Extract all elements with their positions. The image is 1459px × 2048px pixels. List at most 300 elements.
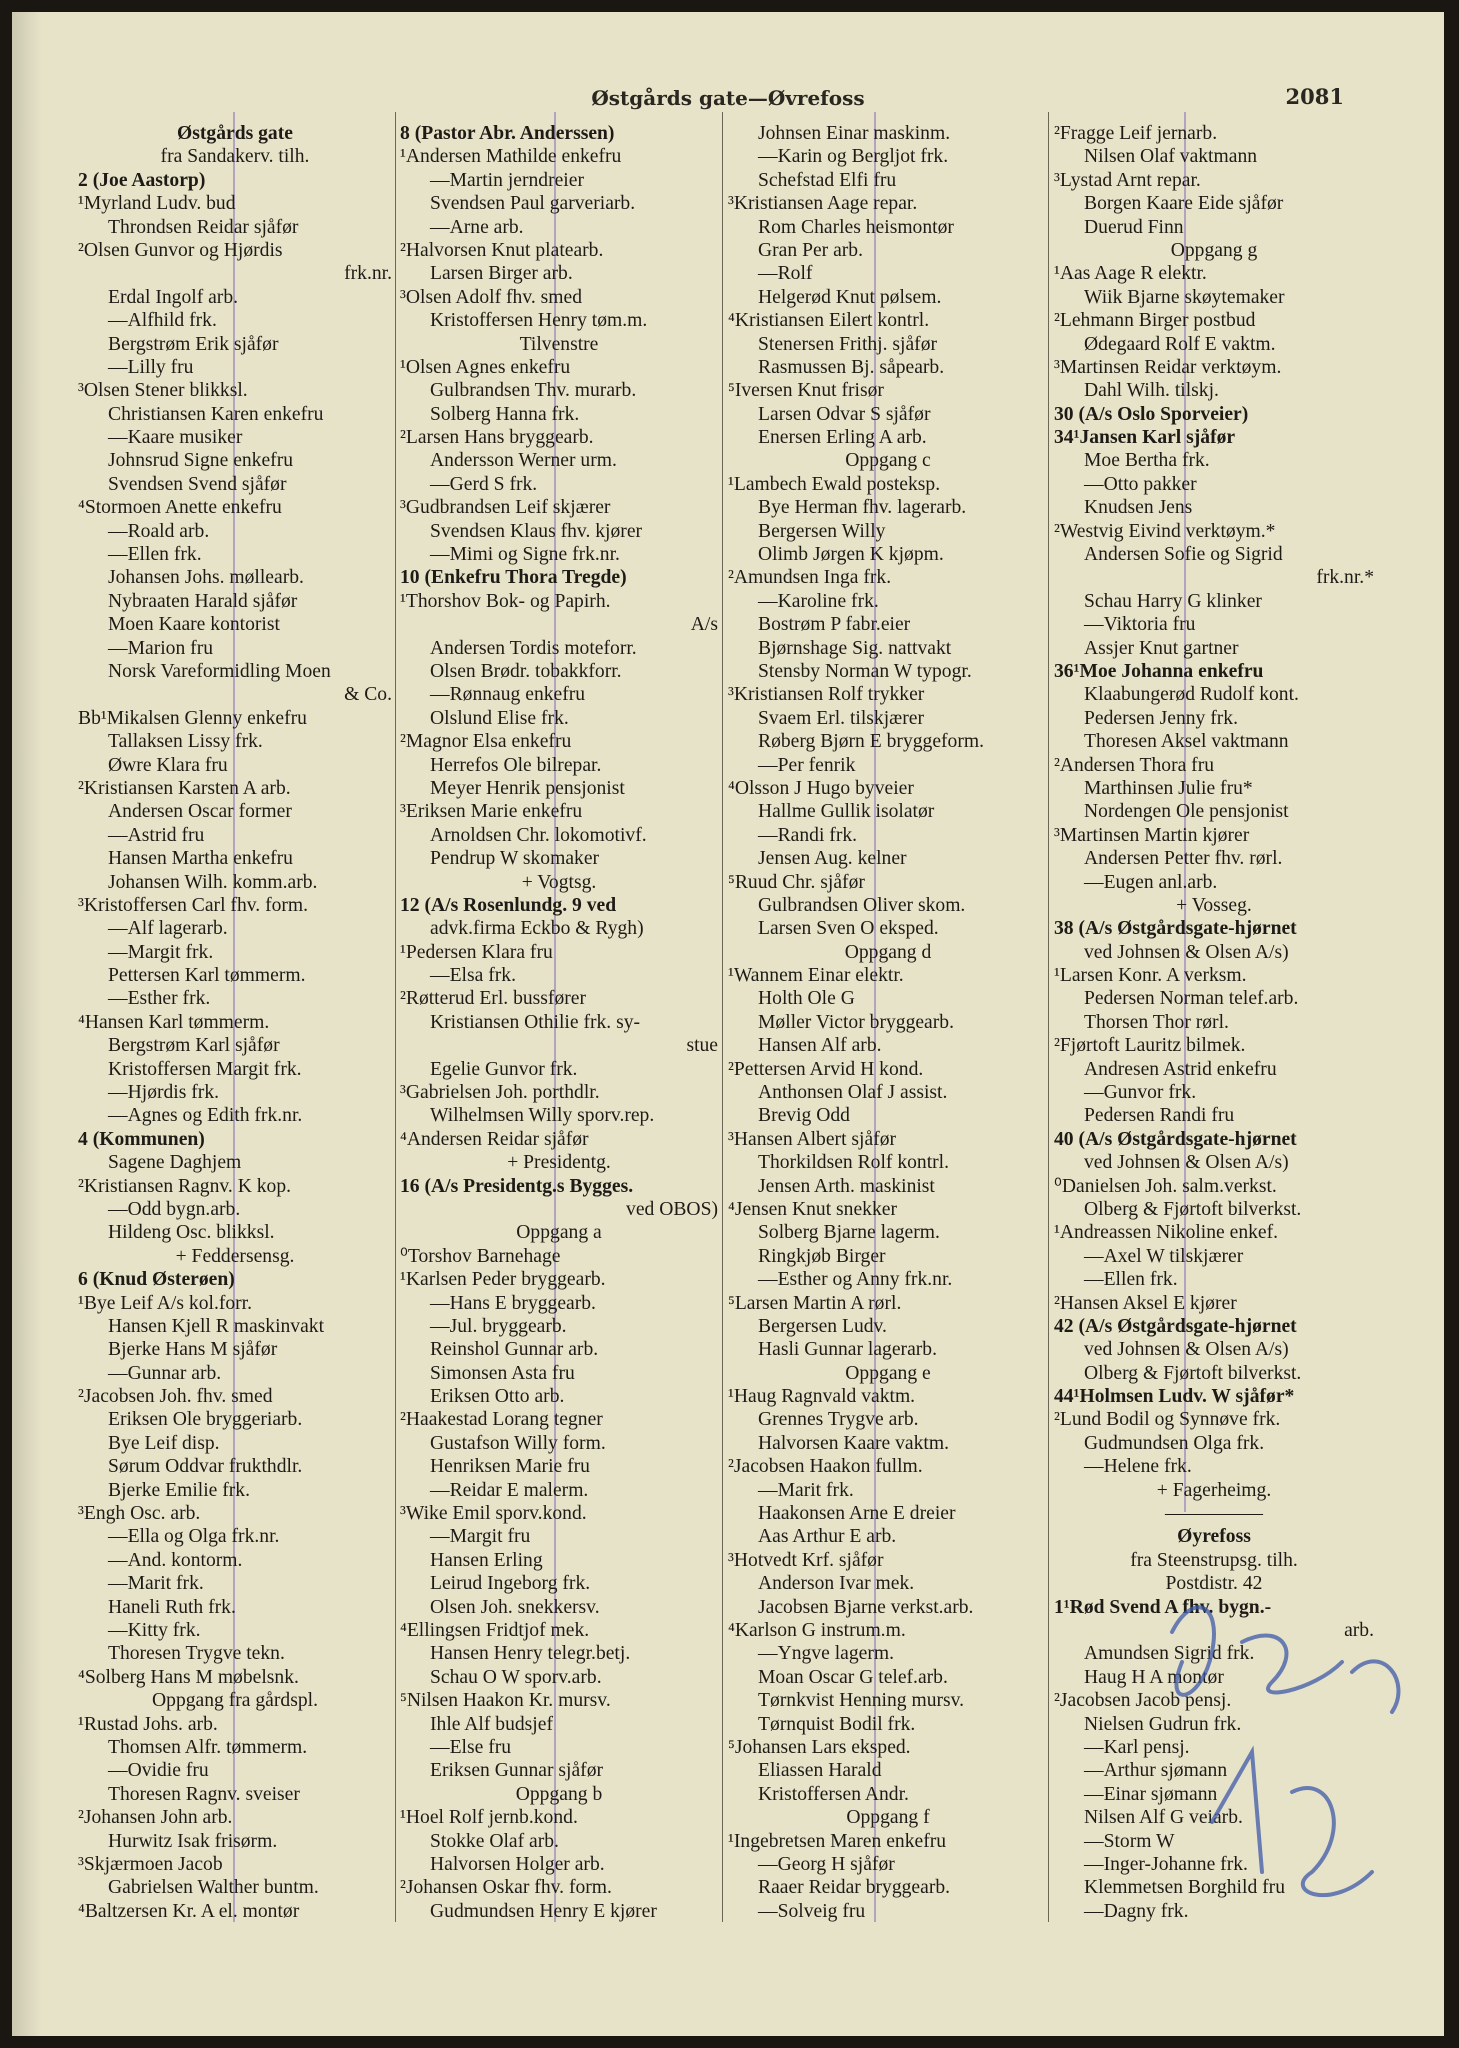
directory-line: Thorsen Thor rørl. [1084,1011,1229,1033]
directory-line: Hansen Alf arb. [758,1035,882,1057]
directory-line: ⁴Kristiansen Eilert kontrl. [728,310,930,332]
directory-line: ¹Myrland Ludv. bud [78,193,236,215]
directory-line: Nilsen Olaf vaktmann [1084,146,1258,168]
directory-line: Gabrielsen Walther buntm. [108,1877,319,1899]
directory-line: Hildeng Osc. blikksl. [108,1222,275,1244]
directory-line: —Martin jerndreier [430,169,584,191]
directory-line: —Esther frk. [108,988,211,1010]
directory-line: Borgen Kaare Eide sjåfør [1084,193,1284,215]
directory-line: Moe Bertha frk. [1084,450,1210,472]
directory-line: Throndsen Reidar sjåfør [108,216,299,238]
directory-line: Gustafson Willy form. [430,1432,606,1454]
directory-line: Schau Harry G klinker [1084,590,1262,612]
directory-line: Schefstad Elfi fru [758,169,897,191]
directory-line: ²Lund Bodil og Synnøve frk. [1054,1409,1281,1431]
directory-line: Grennes Trygve arb. [758,1409,919,1431]
directory-line: Jensen Aug. kelner [758,848,907,870]
directory-line: Sørum Oddvar frukthdlr. [108,1456,303,1478]
directory-line: ⁰Torshov Barnehage [400,1245,561,1267]
directory-line: Thorkildsen Rolf kontrl. [758,1152,950,1174]
directory-line: ³Kristiansen Aage repar. [728,193,918,215]
directory-line: —Georg H sjåfør [758,1853,895,1875]
directory-line: ved Johnsen & Olsen A/s) [1084,1339,1289,1361]
directory-line: Østgårds gate [177,123,293,144]
directory-line: Pedersen Randi fru [1084,1105,1235,1127]
directory-line: ³Martinsen Reidar verktøym. [1054,356,1282,378]
directory-line: Oppgang e [845,1362,931,1384]
directory-line: Thoresen Trygve tekn. [108,1643,285,1665]
directory-line: ³Hansen Albert sjåfør [728,1128,897,1150]
directory-line: ¹Lambech Ewald posteksp. [728,473,941,495]
directory-line: Olsen Brødr. tobakkforr. [430,660,622,682]
directory-line: Olberg & Fjørtoft bilverkst. [1084,1198,1302,1220]
directory-line: Bb¹Mikalsen Glenny enkefru [78,707,307,729]
directory-line: Simonsen Asta fru [430,1362,575,1384]
directory-line: —And. kontorm. [108,1549,243,1571]
directory-line: Moan Oscar G telef.arb. [758,1666,948,1688]
directory-line: Bostrøm P fabr.eier [758,614,911,636]
directory-line: 16 (A/s Presidentg.s Bygges. [400,1175,634,1197]
directory-line: + Presidentg. [507,1152,611,1174]
directory-line: Hansen Martha enkefru [108,848,293,870]
directory-line: ved Johnsen & Olsen A/s) [1084,941,1289,963]
directory-line: Olslund Elise frk. [430,707,569,729]
directory-line: ¹Wannem Einar elektr. [728,965,904,987]
directory-line: ²Pettersen Arvid H kond. [728,1058,924,1080]
directory-line: —Ellen frk. [1084,1269,1178,1291]
directory-line: Erdal Ingolf arb. [108,286,239,308]
directory-line: Klaabungerød Rudolf kont. [1084,684,1299,706]
directory-line: ⁵Johansen Lars eksped. [728,1736,911,1758]
directory-line: ²Fjørtoft Lauritz bilmek. [1054,1035,1246,1057]
directory-line: —Einar sjømann [1084,1783,1218,1805]
directory-line: ²Halvorsen Knut platearb. [400,239,604,261]
directory-line: ³Kristoffersen Carl fhv. form. [78,894,309,916]
directory-line: ²Røtterud Erl. bussfører [400,988,586,1010]
directory-line: Olsen Joh. snekkersv. [430,1596,600,1618]
directory-line: ³Gudbrandsen Leif skjærer [400,497,611,519]
directory-line: Oppgang b [515,1783,603,1805]
directory-line: + Fagerheimg. [1156,1479,1272,1501]
directory-line: Haug H A montør [1084,1666,1224,1688]
directory-line: —Karin og Bergljot frk. [758,146,949,168]
directory-line: Wilhelmsen Willy sporv.rep. [430,1105,655,1127]
directory-line: Bye Herman fhv. lagerarb. [758,497,967,519]
directory-line: Tørnkvist Henning mursv. [758,1690,965,1712]
directory-line: Johnsen Einar maskinm. [758,123,951,144]
directory-line: Gulbrandsen Thv. murarb. [430,380,637,402]
directory-line: Kristoffersen Andr. [758,1783,909,1805]
directory-line: ved Johnsen & Olsen A/s) [1084,1152,1289,1174]
directory-line: Dahl Wilh. tilskj. [1084,380,1219,402]
directory-line: Marthinsen Julie fru* [1084,777,1253,799]
directory-line: Kristiansen Othilie frk. sy- [430,1011,641,1033]
directory-line: + Vosseg. [1176,894,1252,916]
directory-line: Oppgang fra gårdspl. [152,1690,318,1712]
directory-line: —Margit fru [430,1526,531,1548]
directory-line: Solberg Bjarne lagerm. [758,1222,940,1244]
directory-line: A/s [690,614,718,636]
directory-line: 4 (Kommunen) [78,1128,205,1150]
directory-line: Arnoldsen Chr. lokomotivf. [430,824,647,846]
directory-line: + Feddersensg. [175,1245,295,1267]
directory-line: Nybraaten Harald sjåfør [108,590,298,612]
directory-line: ³Kristiansen Rolf trykker [728,684,925,706]
directory-line: ¹Rustad Johs. arb. [78,1713,218,1735]
column-divider [395,112,396,1922]
directory-line: ²Jacobsen Joh. fhv. smed [78,1386,273,1408]
directory-line: Pettersen Karl tømmerm. [108,965,306,987]
directory-line: ³Engh Osc. arb. [78,1503,201,1525]
directory-line: Gudmundsen Olga frk. [1084,1432,1265,1454]
directory-line: —Alfhild frk. [108,310,217,332]
directory-line: 36¹Moe Johanna enkefru [1054,660,1264,682]
directory-line: —Agnes og Edith frk.nr. [108,1105,303,1127]
directory-line: Eliassen Harald [758,1760,882,1782]
directory-line: Duerud Finn [1084,216,1184,238]
directory-line: ²Hansen Aksel E kjører [1054,1292,1237,1314]
directory-line: Bergersen Ludv. [758,1315,887,1337]
directory-line: Enersen Erling A arb. [758,427,927,449]
directory-line: Olberg & Fjørtoft bilverkst. [1084,1362,1302,1384]
directory-line: Larsen Sven O eksped. [758,918,939,940]
directory-line: Bergersen Willy [758,520,886,542]
column-2 [400,122,718,1923]
directory-line: —Marit frk. [758,1479,854,1501]
directory-line: Bjerke Emilie frk. [108,1479,251,1501]
directory-line: Reinshol Gunnar arb. [430,1339,599,1361]
directory-line: frk.nr.* [1316,567,1374,589]
directory-line: Gulbrandsen Oliver skom. [758,894,966,916]
directory-line: Oppgang g [1170,239,1258,261]
directory-line: Stensby Norman W typogr. [758,660,972,682]
directory-line: Gran Per arb. [758,239,864,261]
directory-line: Thoresen Ragnv. sveiser [108,1783,300,1805]
directory-line: Thoresen Aksel vaktmann [1084,731,1289,753]
directory-line: ved OBOS) [626,1198,718,1220]
directory-line: Andresen Astrid enkefru [1084,1058,1277,1080]
directory-line: Bye Leif disp. [108,1432,220,1454]
directory-line: Kristoffersen Henry tøm.m. [430,310,648,332]
directory-line: —Randi frk. [758,824,858,846]
directory-line: ⁴Jensen Knut snekker [728,1198,897,1220]
directory-line: Nilsen Alf G veiarb. [1084,1807,1243,1829]
directory-line: Halvorsen Holger arb. [430,1853,605,1875]
directory-line: —Hjørdis frk. [108,1082,220,1104]
directory-line: —Mimi og Signe frk.nr. [430,544,620,566]
directory-line: Raaer Reidar bryggearb. [758,1877,951,1899]
directory-line: Svendsen Paul garveriarb. [430,193,636,215]
directory-line: 34¹Jansen Karl sjåfør [1054,427,1236,449]
directory-line: Nordengen Ole pensjonist [1084,801,1289,823]
directory-line: Haakonsen Arne E dreier [758,1503,956,1525]
directory-line: ²Larsen Hans bryggearb. [400,427,594,449]
directory-line: Eriksen Gunnar sjåfør [430,1760,604,1782]
directory-line: Halvorsen Kaare vaktm. [758,1432,949,1454]
directory-line: —Rolf [758,263,813,285]
directory-line: Amundsen Sigrid frk. [1084,1643,1255,1665]
directory-line: ²Kristiansen Karsten A arb. [78,777,291,799]
directory-line: —Karl pensj. [1084,1736,1190,1758]
directory-line: Knudsen Jens [1084,497,1193,519]
directory-line: Olimb Jørgen K kjøpm. [758,544,944,566]
directory-line: Stenersen Frithj. sjåfør [758,333,938,355]
directory-line: —Marion fru [108,637,214,659]
directory-line: Norsk Vareformidling Moen [108,660,331,682]
directory-line: —Otto pakker [1084,473,1197,495]
directory-line: Pedersen Norman telef.arb. [1084,988,1299,1010]
directory-line: ²Fragge Leif jernarb. [1054,123,1218,144]
directory-line: & Co. [344,684,392,706]
directory-line: ¹Ingebretsen Maren enkefru [728,1830,947,1852]
directory-line: ⁴Karlson G instrum.m. [728,1620,906,1641]
directory-line: Herrefos Ole bilrepar. [430,754,602,776]
directory-line: Tilvenstre [519,333,599,355]
directory-line: ²Jacobsen Haakon fullm. [728,1456,923,1478]
directory-line: Hansen Erling [430,1549,543,1571]
directory-line: 40 (A/s Østgårdsgate-hjørnet [1054,1128,1297,1150]
directory-line: ⁴Stormoen Anette enkefru [78,497,282,519]
directory-line: —Gerd S frk. [430,473,538,495]
directory-line: Oppgang c [845,450,931,472]
directory-line: Hasli Gunnar lagerarb. [758,1339,937,1361]
directory-line: Andersen Petter fhv. rørl. [1084,848,1283,870]
page-header [12,86,1444,116]
directory-line: —Hans E bryggearb. [430,1292,596,1314]
directory-line: 42 (A/s Østgårdsgate-hjørnet [1054,1315,1297,1337]
directory-line: Johansen Wilh. komm.arb. [108,871,318,893]
directory-line: Haneli Ruth frk. [108,1596,236,1618]
column-divider [1048,112,1049,1922]
directory-line: —Eugen anl.arb. [1084,871,1218,893]
directory-line: Nielsen Gudrun frk. [1084,1713,1242,1735]
directory-line: Thomsen Alfr. tømmerm. [108,1736,308,1758]
directory-line: ¹Aas Aage R elektr. [1054,263,1207,285]
directory-line: ¹Hoel Rolf jernb.kond. [400,1807,578,1829]
directory-line: ¹Pedersen Klara fru [400,941,553,963]
directory-line: Andersen Tordis moteforr. [430,637,637,659]
directory-line: —Roald arb. [108,520,210,542]
directory-line: —Lilly fru [108,356,194,378]
directory-line: —Axel W tilskjærer [1084,1245,1244,1267]
directory-line: Christiansen Karen enkefru [108,403,324,425]
directory-line: Hurwitz Isak frisørm. [108,1830,278,1852]
directory-line: —Jul. bryggearb. [430,1315,567,1337]
directory-line: 44¹Holmsen Ludv. W sjåfør* [1054,1386,1295,1408]
directory-line: Bergstrøm Erik sjåfør [108,333,279,355]
directory-line: Røberg Bjørn E bryggeform. [758,731,985,753]
directory-line: ³Hotvedt Krf. sjåfør [728,1549,884,1571]
directory-line: —Solveig fru [758,1900,866,1922]
directory-line: ²Haakestad Lorang tegner [400,1409,603,1431]
directory-line: 2 (Joe Aastorp) [78,169,206,191]
directory-line: Andersen Oscar former [108,801,292,823]
directory-line: ⁴Olsson J Hugo byveier [728,777,914,799]
column-divider [722,112,723,1922]
directory-line: ⁴Andersen Reidar sjåfør [400,1128,589,1150]
directory-line: ¹Thorshov Bok- og Papirh. [400,590,611,612]
directory-line: Brevig Odd [758,1105,850,1127]
directory-line: ³Skjærmoen Jacob [78,1853,223,1875]
directory-line: Larsen Odvar S sjåfør [758,403,931,425]
directory-line: Egelie Gunvor frk. [430,1058,578,1080]
directory-line: ¹Andreassen Nikoline enkef. [1054,1222,1279,1244]
directory-line: ⁵Larsen Martin A rørl. [728,1292,902,1314]
directory-line: ²Andersen Thora fru [1054,754,1215,776]
directory-line: Hallme Gullik isolatør [758,801,935,823]
directory-line: ¹Bye Leif A/s kol.forr. [78,1292,253,1314]
directory-line: ³Wike Emil sporv.kond. [400,1503,587,1525]
directory-line: Svendsen Svend sjåfør [108,473,287,495]
directory-line: —Elsa frk. [430,965,516,987]
directory-line: Øwre Klara fru [108,754,228,776]
directory-line: ⁰Danielsen Joh. salm.verkst. [1054,1175,1277,1197]
directory-line: Johnsrud Signe enkefru [108,450,294,472]
directory-line: Kristoffersen Margit frk. [108,1058,302,1080]
directory-line: —Per fenrik [758,754,856,776]
directory-line: ⁵Iversen Knut frisør [728,380,884,402]
directory-line: 10 (Enkefru Thora Tregde) [400,567,627,589]
directory-line: ¹Larsen Konr. A verksm. [1054,965,1247,987]
directory-line: ²Westvig Eivind verktøym.* [1054,520,1276,542]
directory-line: Rom Charles heismontør [758,216,954,238]
directory-line: Henriksen Marie fru [430,1456,590,1478]
directory-line: ¹Karlsen Peder bryggearb. [400,1269,606,1291]
directory-line: ⁵Ruud Chr. sjåfør [728,871,865,893]
directory-line: —Yngve lagerm. [758,1643,895,1665]
directory-line: Moen Kaare kontorist [108,614,280,636]
directory-line: 12 (A/s Rosenlundg. 9 ved [400,894,617,916]
directory-line: Ødegaard Rolf E vaktm. [1084,333,1276,355]
directory-line: —Esther og Anny frk.nr. [758,1269,953,1291]
directory-line: frk.nr. [344,263,392,285]
directory-line: ³Lystad Arnt repar. [1054,169,1201,191]
directory-line: 38 (A/s Østgårdsgate-hjørnet [1054,918,1297,940]
directory-line: 30 (A/s Oslo Sporveier) [1054,403,1249,425]
directory-line: —Dagny frk. [1084,1900,1189,1922]
directory-line: Andersson Werner urm. [430,450,617,472]
directory-line: ⁵Nilsen Haakon Kr. mursv. [400,1690,611,1712]
directory-line: —Kaare musiker [108,427,243,449]
directory-line: Meyer Henrik pensjonist [430,777,625,799]
directory-line: Bjørnshage Sig. nattvakt [758,637,952,659]
directory-line: ²Johansen Oskar fhv. form. [400,1877,612,1899]
directory-line: Bjerke Hans M sjåfør [108,1339,278,1361]
directory-line: Svaem Erl. tilskjærer [758,707,924,729]
directory-line: ¹Haug Ragnvald vaktm. [728,1386,916,1408]
directory-line: Svendsen Klaus fhv. kjører [430,520,643,542]
column-4 [1054,122,1374,1923]
directory-line: Jacobsen Bjarne verkst.arb. [758,1596,974,1618]
directory-line: ³Olsen Adolf fhv. smed [400,286,583,308]
directory-line: advk.firma Eckbo & Rygh) [430,918,644,940]
directory-line: Schau O W sporv.arb. [430,1666,602,1688]
directory-line: arb. [1344,1620,1374,1641]
directory-line: Oppgang a [516,1222,602,1244]
page-title: Østgårds gate—Øvrefoss [591,86,865,110]
directory-line: fra Steenstrupsg. tilh. [1130,1549,1298,1571]
directory-line: Ihle Alf budsjef [430,1713,553,1735]
directory-line: ²Lehmann Birger postbud [1054,310,1256,332]
directory-line: —Rønnaug enkefru [430,684,586,706]
directory-line: Andersen Sofie og Sigrid [1084,544,1283,566]
directory-line: Ringkjøb Birger [758,1245,886,1267]
directory-line: Hansen Kjell R maskinvakt [108,1315,325,1337]
directory-line: 1¹Rød Svend A fhv. bygn.- [1054,1596,1272,1618]
directory-line: —Ellen frk. [108,544,202,566]
directory-line: Assjer Knut gartner [1084,637,1239,659]
directory-line: —Inger-Johanne frk. [1084,1853,1248,1875]
directory-line: ³Gabrielsen Joh. porthdlr. [400,1082,600,1104]
directory-line: ²Magnor Elsa enkefru [400,731,572,753]
directory-line: Oppgang d [844,941,932,963]
directory-line: —Arthur sjømann [1084,1760,1228,1782]
directory-line: Leirud Ingeborg frk. [430,1573,591,1595]
directory-line: —Ovidie fru [108,1760,209,1782]
directory-line: —Reidar E malerm. [430,1479,589,1501]
directory-line: Gudmundsen Henry E kjører [430,1900,657,1922]
directory-line: ————— [1165,1503,1263,1525]
column-3 [728,122,1048,1923]
directory-line: ²Jacobsen Jacob pensj. [1054,1690,1232,1712]
directory-line: —Karoline frk. [758,590,879,612]
directory-line: Johansen Johs. møllearb. [108,567,304,589]
directory-line: Hansen Henry telegr.betj. [430,1643,631,1665]
directory-line: fra Sandakerv. tilh. [160,146,310,168]
directory-line: Pedersen Jenny frk. [1084,707,1238,729]
directory-line: Helgerød Knut pølsem. [758,286,942,308]
directory-line: ⁴Solberg Hans M møbelsnk. [78,1666,299,1688]
directory-line: ²Olsen Gunvor og Hjørdis [78,239,283,261]
directory-line: ¹Andersen Mathilde enkefru [400,146,622,168]
directory-line: Bergstrøm Karl sjåfør [108,1035,280,1057]
directory-line: Solberg Hanna frk. [430,403,580,425]
directory-line: ²Amundsen Inga frk. [728,567,892,589]
directory-line: ³Martinsen Martin kjører [1054,824,1250,846]
directory-line: —Odd bygn.arb. [108,1198,241,1220]
directory-line: —Gunvor frk. [1084,1082,1197,1104]
directory-line: —Helene frk. [1084,1456,1192,1478]
directory-line: —Ella og Olga frk.nr. [108,1526,280,1548]
directory-line: ³Olsen Stener blikksl. [78,380,248,402]
directory-line: Tallaksen Lissy frk. [108,731,263,753]
directory-line: —Kitty frk. [108,1620,201,1641]
directory-line: ⁴Hansen Karl tømmerm. [78,1011,270,1033]
directory-line: Rasmussen Bj. såpearb. [758,356,945,378]
directory-line: Postdistr. 42 [1165,1573,1263,1595]
directory-line: Jensen Arth. maskinist [758,1175,935,1197]
directory-page [12,12,1444,2036]
directory-line: —Gunnar arb. [108,1362,222,1384]
directory-line: —Storm W [1084,1830,1175,1852]
directory-line: —Marit frk. [108,1573,204,1595]
directory-line: ³Eriksen Marie enkefru [400,801,583,823]
directory-line: —Astrid fru [108,824,205,846]
directory-line: Holth Ole G [758,988,855,1010]
directory-line: Pendrup W skomaker [430,848,600,870]
page-number: 2081 [1285,84,1344,109]
directory-line: —Viktoria fru [1084,614,1196,636]
directory-line: Klemmetsen Borghild fru [1084,1877,1285,1899]
directory-line: ²Kristiansen Ragnv. K kop. [78,1175,292,1197]
directory-line: ⁴Baltzersen Kr. A el. montør [78,1900,300,1922]
directory-line: Eriksen Otto arb. [430,1386,565,1408]
directory-line: —Alf lagerarb. [108,918,228,940]
directory-line: —Else fru [430,1736,512,1758]
directory-line: Wiik Bjarne skøytemaker [1084,286,1285,308]
directory-line: Anthonsen Olaf J assist. [758,1082,948,1104]
scan-shadow [12,12,42,2036]
